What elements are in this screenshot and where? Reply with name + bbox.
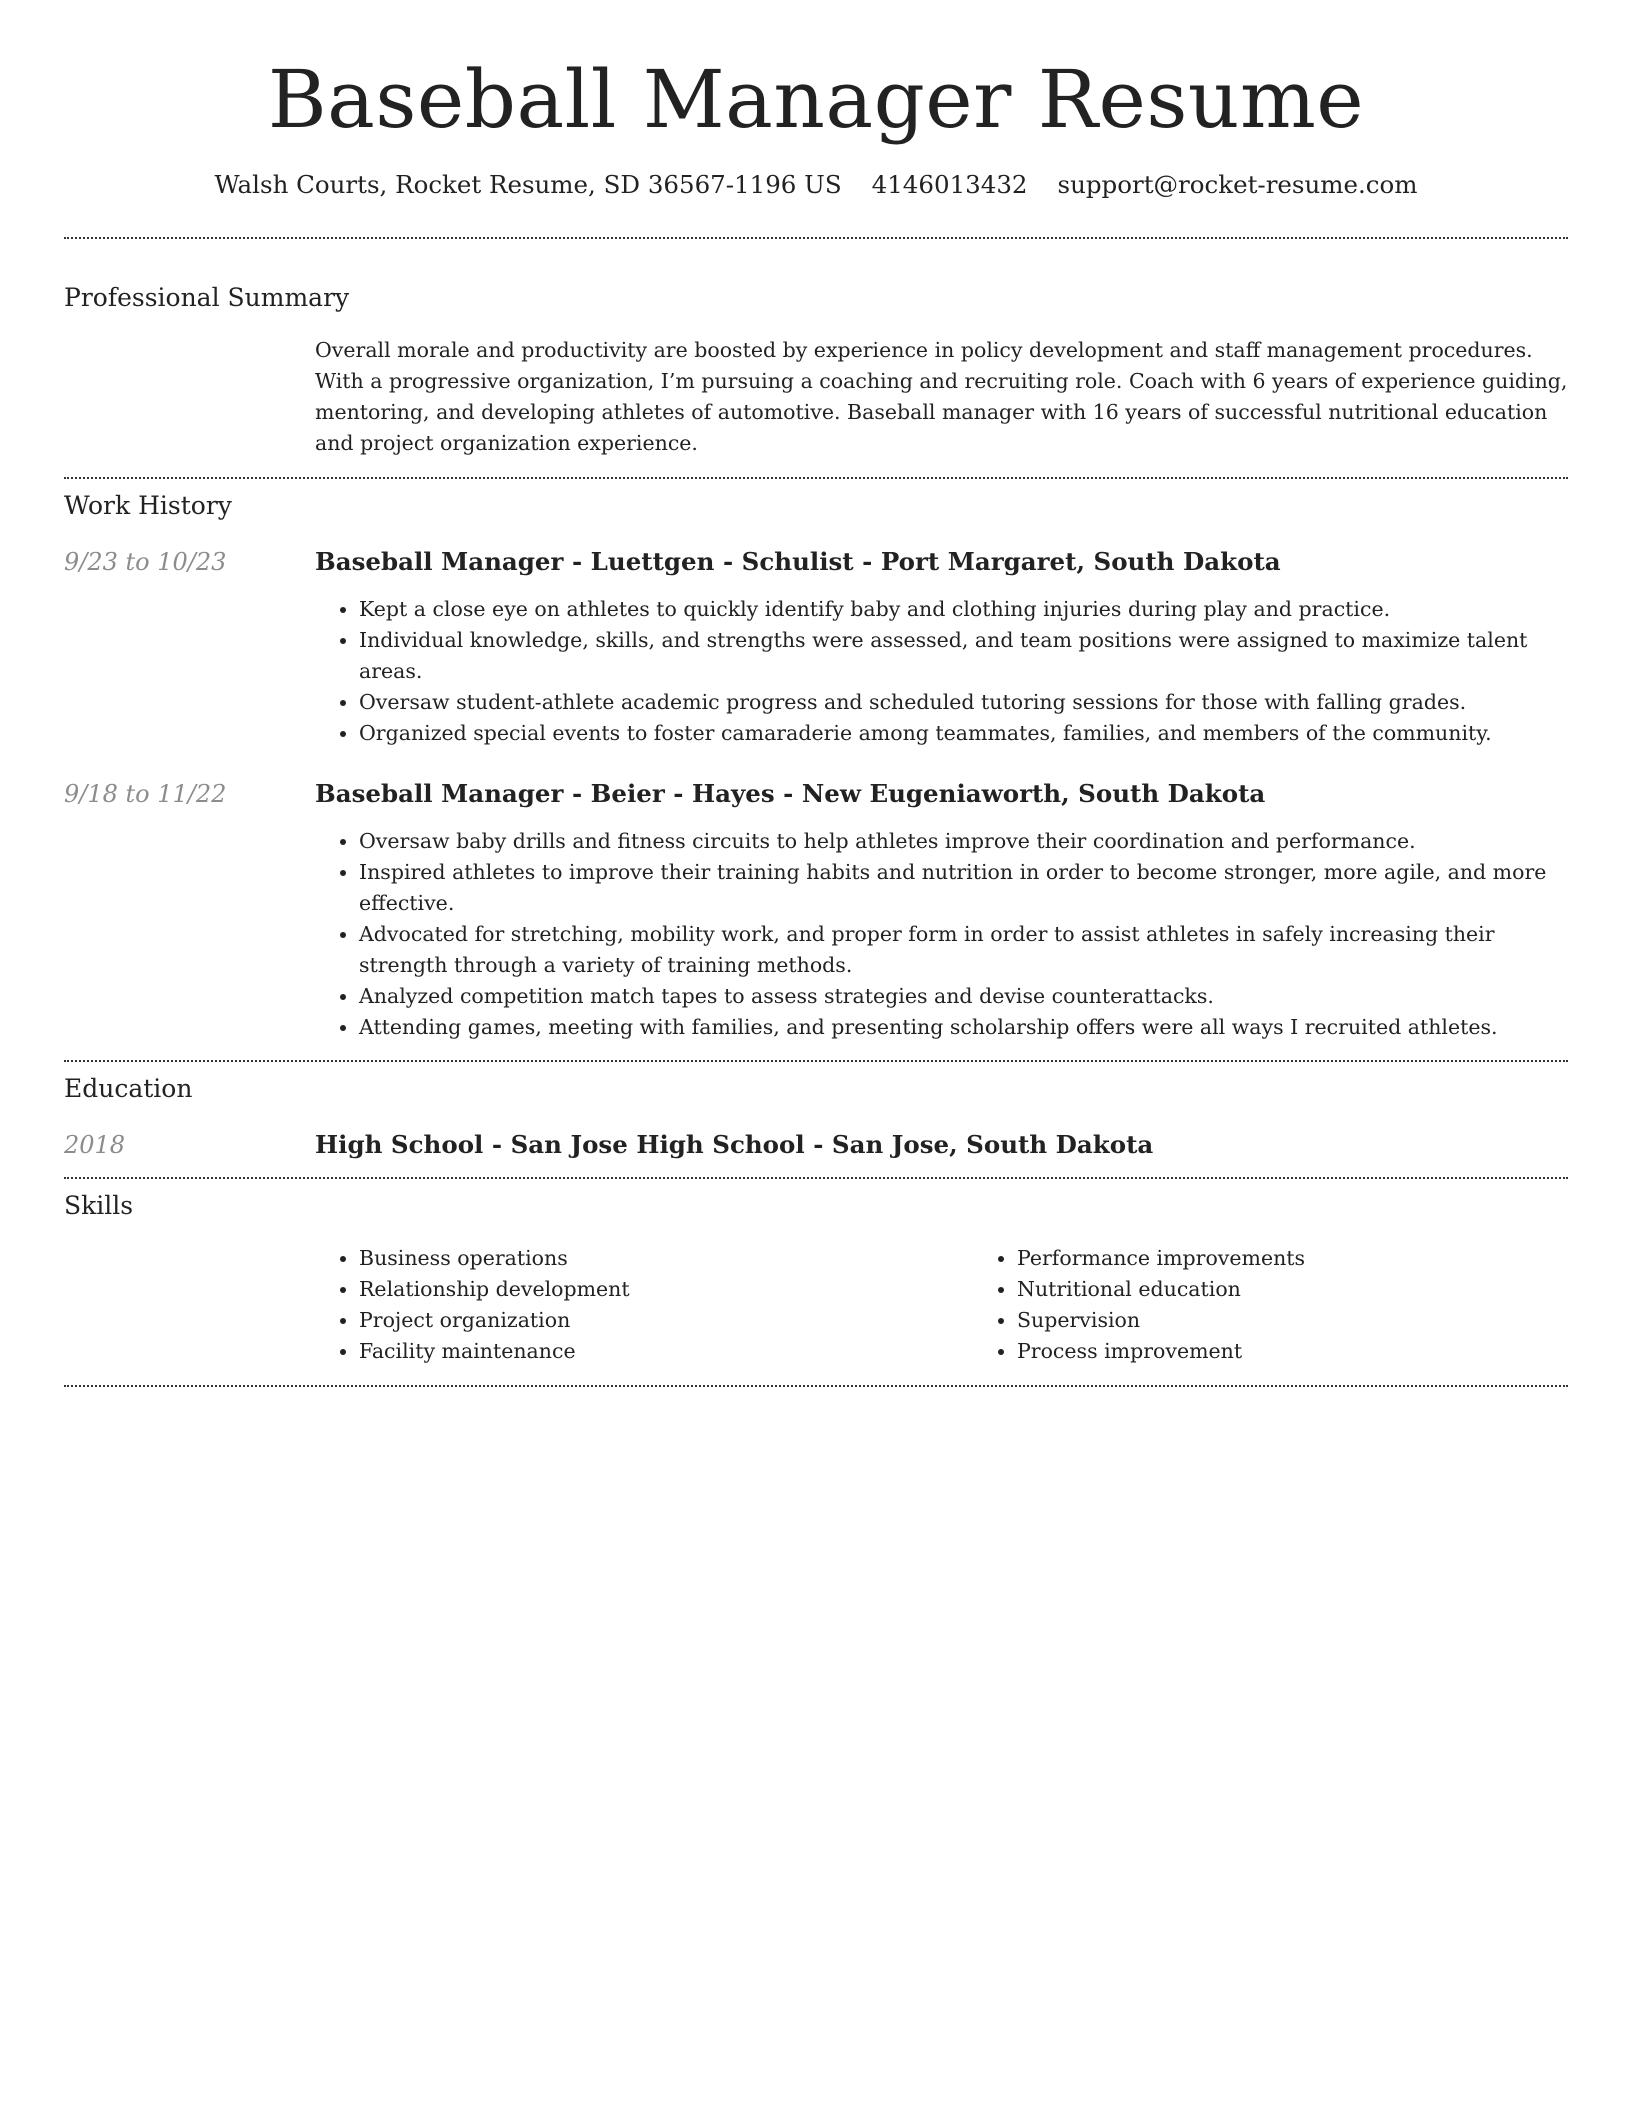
job-title: Baseball Manager - Luettgen - Schulist - Port Margaret, South Dakota — [315, 547, 1281, 576]
job-bullet: • Advocated for stretching, mobility work, and proper form in order to assist athletes in safely increasing their strength through a variety of training methods. — [359, 919, 1568, 981]
job-entry — [64, 777, 1568, 1043]
job-bullet: • Analyzed competition match tapes to assess strategies and devise counterattacks. — [359, 981, 1568, 1012]
skills-column — [973, 1243, 1631, 1367]
job-dates: 9/23 to 10/23 — [64, 548, 227, 576]
resume-page — [64, 0, 1568, 1387]
job-bullet: • Individual knowledge, skills, and strengths were assessed, and team positions were assigned to maximize talent areas. — [359, 625, 1568, 687]
section-divider — [64, 1385, 1568, 1387]
contact-address: Walsh Courts, Rocket Resume, SD 36567-1196 US — [214, 170, 842, 199]
summary-section — [64, 281, 1568, 459]
resume-title: Baseball Manager Resume — [267, 53, 1365, 146]
job-bullet: • Oversaw baby drills and fitness circuits to help athletes improve their coordination and performance. — [359, 826, 1568, 857]
job-bullet: • Inspired athletes to improve their training habits and nutrition in order to become stronger, more agile, and more effective. — [359, 857, 1568, 919]
skills-heading: Skills — [64, 1191, 134, 1220]
job-dates: 9/18 to 11/22 — [64, 780, 227, 808]
education-text: High School - San Jose High School - San Jose, South Dakota — [315, 1130, 1154, 1159]
section-divider — [64, 1177, 1568, 1179]
skills-section — [64, 1189, 1568, 1367]
job-bullet: • Organized special events to foster camaraderie among teammates, families, and members of the community. — [359, 718, 1568, 749]
education-entry — [64, 1128, 1568, 1162]
job-title: Baseball Manager - Beier - Hayes - New Eugeniaworth, South Dakota — [315, 779, 1266, 808]
skill-item: • Performance improvements — [1017, 1243, 1631, 1274]
section-divider — [64, 1060, 1568, 1062]
summary-text: Overall morale and productivity are boosted by experience in policy development and staff management procedures. With a progressive organization, I’m pursuing a coaching and recruiting role. Coach with 6 years of experience guiding, mentoring, and developing athletes of automotive. Baseball manager with 16 years of successful nutritional education and project organization experience. — [315, 338, 1568, 455]
contact-line — [64, 168, 1568, 202]
section-divider — [64, 477, 1568, 479]
job-entry — [64, 545, 1568, 749]
summary-heading: Professional Summary — [64, 283, 350, 312]
job-bullets — [315, 594, 1568, 749]
summary-row — [64, 335, 1568, 459]
job-bullet: • Attending games, meeting with families, and presenting scholarship offers were all ways I recruited athletes. — [359, 1012, 1568, 1043]
job-bullet: • Kept a close eye on athletes to quickly identify baby and clothing injuries during play and practice. — [359, 594, 1568, 625]
skill-item: • Facility maintenance — [359, 1336, 973, 1367]
contact-phone: 4146013432 — [871, 170, 1028, 199]
job-bullet: • Oversaw student-athlete academic progress and scheduled tutoring sessions for those with falling grades. — [359, 687, 1568, 718]
skill-item: • Nutritional education — [1017, 1274, 1631, 1305]
skill-item: • Relationship development — [359, 1274, 973, 1305]
job-bullets — [315, 826, 1568, 1043]
skill-item: • Supervision — [1017, 1305, 1631, 1336]
education-heading: Education — [64, 1074, 193, 1103]
contact-email: support@rocket-resume.com — [1057, 170, 1418, 199]
skills-column — [315, 1243, 973, 1367]
work-history-heading: Work History — [64, 491, 232, 520]
skills-row — [64, 1243, 1568, 1367]
skills-grid — [315, 1243, 1568, 1367]
work-history-section — [64, 489, 1568, 1043]
skill-item: • Business operations — [359, 1243, 973, 1274]
skill-item: • Process improvement — [1017, 1336, 1631, 1367]
education-date: 2018 — [64, 1131, 126, 1159]
skill-item: • Project organization — [359, 1305, 973, 1336]
section-divider — [64, 237, 1568, 239]
education-section — [64, 1072, 1568, 1162]
